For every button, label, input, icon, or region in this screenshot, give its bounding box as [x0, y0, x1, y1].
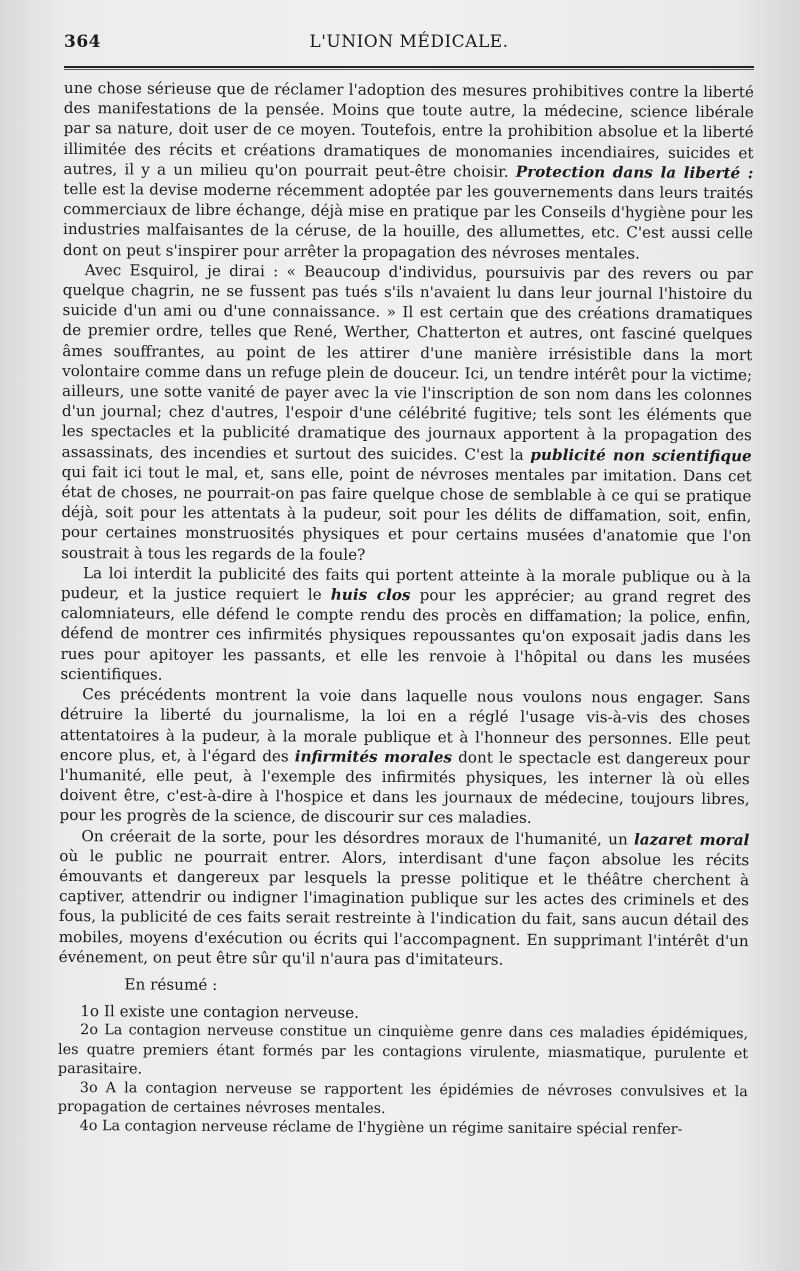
paragraph-5-text-b: où le public ne pourrait entrer. Alors, interdisant d'une façon absolue les récits émouvants et dangereux par lesquels la presse politique et le théâtre cherchent à captiver, attendrir ou indigner l'imagination publique sur les actes des criminels et des fous, la publicité de ces faits serait restreinte à l'indication du fait, sans aucun détail des mobiles, moyens d'exécution ou écrits qui l'accompagnent. En supprimant l'intérêt d'un événement, on peut être sûr qu'il n'aura pas d'imitateurs.: [58, 846, 750, 969]
paragraph-4-text-a: Ces précédents montrent la voie dans laquelle nous voulons nous engager. Sans détruire la liberté du journalisme, la loi en a réglé l'usage vis-à-vis des choses attentatoires à la pudeur, à la morale publique et à l'honneur des personnes. Elle peut encore plus, et, à l'égard des: [59, 685, 751, 766]
summary-item-4: 4o La contagion nerveuse réclame de l'hygiène un régime sanitaire spécial renfer-: [79, 1118, 683, 1139]
paragraph-1-text-a: une chose sérieuse que de réclamer l'adoption des mesures prohibitives contre la liberté des manifestations de la pensée. Moins que toute autre, la médecine, science libérale par sa nature, doit user de ce moyen. Toutefois, entre la prohibition absolue et la liberté illimitée des récits et créations dramatiques de monomanies incendiaires, suicides et autres, il y a un milieu qu'on pourrait peut-être choisir.: [63, 78, 754, 181]
running-head: [64, 28, 754, 58]
paragraph-3: [60, 563, 751, 688]
paragraph-5-italic: lazaret moral: [633, 830, 750, 849]
paragraph-2-italic: publicité non scientifique: [530, 445, 752, 465]
summary-item-3: 3o A la contagion nerveuse se rapportent les épidémies de névroses convulsives et la propagation de certaines névroses mentales.: [57, 1080, 748, 1118]
summary-heading: En résumé :: [124, 975, 218, 994]
paragraph-3-text-b: pour les apprécier; au grand regret des calomniateurs, elle défend le compte rendu des procès en diffamation; la police, enfin, défend de montrer ces infirmités physiques repoussantes qu'on exposait jadis dans les rues pour apitoyer les passants, et elle les renvoie à l'hôpital ou dans les musées scientifiques.: [60, 586, 751, 684]
summary-item-1: 1o Il existe une contagion nerveuse.: [80, 1002, 360, 1022]
body-text: [58, 78, 754, 1141]
paragraph-5-text-a: On créerait de la sorte, pour les désordres moraux de l'humanité, un: [81, 826, 635, 849]
summary-item-2: 2o La contagion nerveuse constitue un cinquième genre dans ces maladies épidémiques, les quatre premiers étant formés par les contagions virulente, miasmatique, purulente et parasitaire.: [57, 1022, 749, 1078]
paragraph-1-italic: Protection dans la liberté :: [515, 162, 754, 183]
header-rule: [64, 66, 754, 70]
paragraph-3-italic: huis clos: [330, 585, 411, 605]
paragraph-2-text-b: qui fait ici tout le mal, et, sans elle, point de névroses mentales par imitation. Dans cet état de choses, ne pourrait-on pas faire quelque chose de semblable à ce qui se pratique déjà, soit pour les attentats à la pudeur, soit pour les délits de diffamation, soit, enfin, pour certaines monstruosités physiques et pour certains musées d'anatomie que l'on soustrait à tous les regards de la foule?: [61, 462, 752, 564]
paragraph-1: [63, 78, 754, 264]
page-number: 364: [64, 32, 101, 52]
paragraph-4-italic: infirmités morales: [294, 747, 453, 767]
paragraph-1-text-b: telle est la devise moderne récemment adoptée par les gouvernements dans leurs traités commerciaux de libre échange, déjà mise en pratique par les Conseils d'hygiène pour les industries malfaisantes de la céruse, de la houille, des allumettes, etc. C'est aussi celle dont on peut s'inspirer pour arrêter la propagation des névroses mentales.: [62, 180, 754, 263]
paragraph-3-text-a: La loi interdit la publicité des faits qui portent atteinte à la morale publique ou à la pudeur, et la justice requiert le: [60, 564, 752, 604]
paragraph-4-text-b: dont le spectacle est dangereux pour l'humanité, elle peut, à l'exemple des infirmités physiques, les interner là où elles doivent être, c'est-à-dire à l'hospice et dans les journaux de médecine, toujours libres, pour les progrès de la science, de discourir sur ces maladies.: [59, 748, 750, 828]
paragraph-2: [61, 260, 753, 567]
paragraph-5: [59, 826, 750, 972]
paragraph-2-text-a: Avec Esquirol, je dirai : « Beaucoup d'individus, poursuivis par des revers ou par quelque chagrin, ne se fussent pas tués s'ils n'avaient lu dans leur journal l'histoire du suicide d'un ami ou d'une connaissance. » Il est certain que des créations dramatiques de premier ordre, telles que René, Werther, Chatterton et autres, ont fasciné quelques âmes souffrantes, au point de les attirer d'une manière irrésistible dans la mort volontaire comme dans un refuge plein de douceur. Ici, un tendre intérêt pour la victime; ailleurs, une sotte vanité de payer avec la vie l'inscription de son nom dans les colonnes d'un journal; chez d'autres, l'espoir d'une célébrité fugitive; tels sont les éléments que les spectacles et la publicité dramatique des journaux apportent à la propagation des assassinats, des incendies et surtout des suicides. C'est la: [61, 260, 753, 464]
paragraph-4: [59, 684, 750, 830]
journal-title: L'UNION MÉDICALE.: [309, 32, 509, 52]
